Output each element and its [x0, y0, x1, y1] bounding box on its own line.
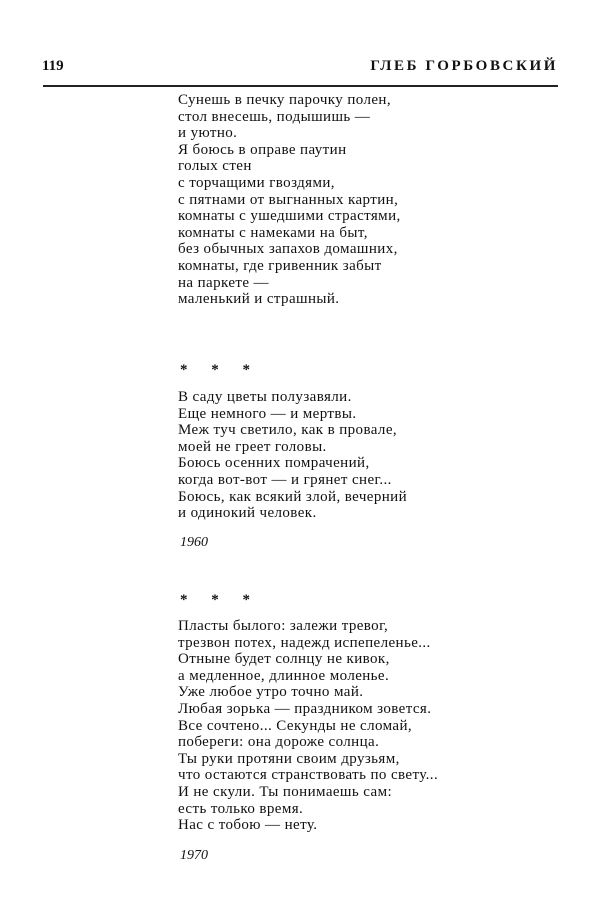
- poem-line: Еще немного — и мертвы.: [178, 405, 357, 422]
- poem-line: моей не греет головы.: [178, 438, 327, 455]
- poem-line: и одинокий человек.: [178, 505, 317, 522]
- poem-line: побереги: она дороже солнца.: [178, 734, 380, 751]
- poem-line: маленький и страшный.: [178, 291, 340, 308]
- poem-line: трезвон потех, надежд испепеленье...: [178, 634, 431, 651]
- poem-line: Пласты былого: залежи тревог,: [178, 618, 389, 634]
- running-title: ГЛЕБ ГОРБОВСКИЙ: [370, 58, 558, 74]
- poem-year: 1970: [180, 848, 208, 863]
- poem-line: комнаты с ушедшими страстями,: [178, 208, 401, 225]
- poem-line: и уютно.: [178, 125, 238, 142]
- section-separator: * * *: [180, 592, 260, 608]
- poem-line: Любая зорька — праздником зовется.: [178, 700, 432, 717]
- page-number: 119: [42, 58, 64, 74]
- poem-line: Я боюсь в оправе паутин: [178, 141, 347, 158]
- section-separator: * * *: [180, 362, 260, 378]
- poem-line: на паркете —: [178, 274, 269, 291]
- poem-line: Все сочтено... Секунды не сломай,: [178, 717, 413, 734]
- poem-line: когда вот-вот — и грянет снег...: [178, 471, 392, 488]
- poem-year: 1960: [180, 535, 208, 550]
- poem-line: с пятнами от выгнанных картин,: [178, 191, 399, 208]
- poem-line: есть только время.: [178, 800, 304, 817]
- poem-1: [178, 92, 401, 308]
- poem-line: Нас с тобою — нету.: [178, 817, 318, 834]
- poem-2: [178, 389, 407, 522]
- poem-line: И не скули. Ты понимаешь сам:: [178, 783, 393, 800]
- header-rule: [43, 85, 558, 87]
- poem-line: комнаты, где гривенник забыт: [178, 257, 382, 274]
- poem-line: с торчащими гвоздями,: [178, 174, 335, 191]
- poem-line: без обычных запахов домашних,: [178, 241, 398, 258]
- poem-line: что остаются странствовать по свету...: [178, 767, 439, 784]
- poem-line: Сунешь в печку парочку полен,: [178, 92, 391, 108]
- poem-line: а медленное, длинное моленье.: [178, 667, 390, 684]
- poem-line: Уже любое утро точно май.: [178, 684, 364, 701]
- poem-line: комнаты с намеками на быт,: [178, 224, 368, 241]
- poem-line: Боюсь, как всякий злой, вечерний: [178, 488, 408, 505]
- poem-line: голых стен: [178, 158, 252, 175]
- poem-line: Меж туч светило, как в провале,: [178, 422, 398, 439]
- poem-line: Ты руки протяни своим друзьям,: [178, 750, 400, 767]
- poem-line: В саду цветы полузавяли.: [178, 389, 352, 405]
- poem-line: стол внесешь, подышишь —: [178, 108, 371, 125]
- poem-line: Боюсь осенних помрачений,: [178, 455, 370, 472]
- poem-line: Отныне будет солнцу не кивок,: [178, 651, 390, 668]
- poem-3: [178, 618, 438, 834]
